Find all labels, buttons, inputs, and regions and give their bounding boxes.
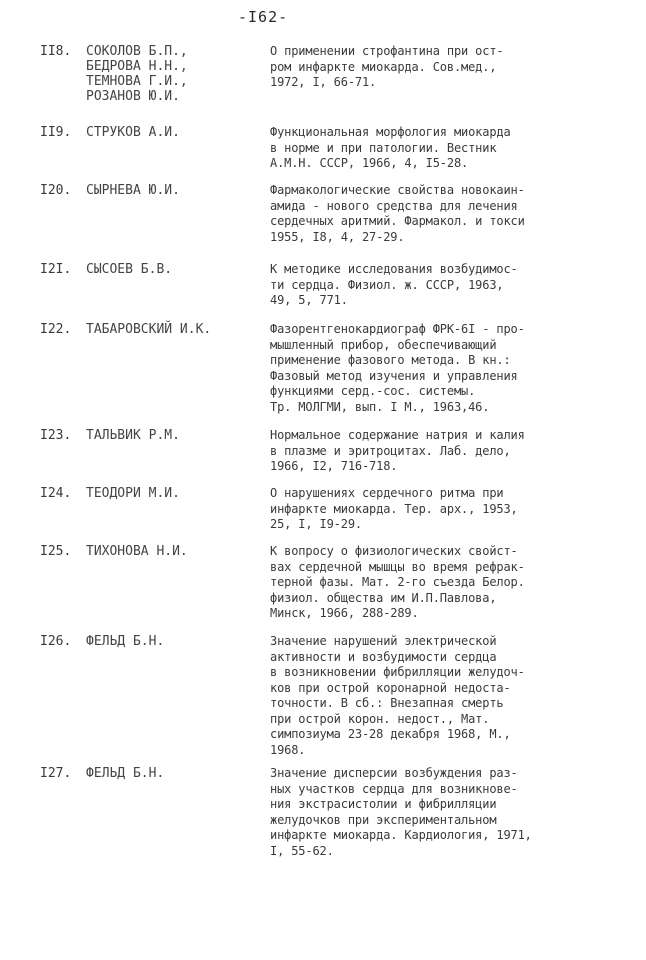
entry-citation [270, 322, 600, 415]
entry-citation [270, 125, 600, 172]
entry-authors [86, 44, 188, 104]
page-number: -I62- [238, 8, 289, 26]
citation-line: 49, 5, 771. [270, 293, 348, 307]
entry-citation [270, 486, 600, 533]
citation-line: Фазорентгенокардиограф ФРК-6I - про- [270, 322, 525, 336]
author-name: СОКОЛОВ Б.П., [86, 44, 188, 59]
citation-line: ния экстрасистолии и фибрилляции [270, 797, 497, 811]
citation-line: физиол. общества им И.П.Павлова, [270, 590, 497, 605]
citation-line: Минск, 1966, 288-289. [270, 606, 419, 620]
entry-number: II9. [40, 125, 72, 140]
entry-authors [86, 486, 180, 501]
citation-line: Значение нарушений электрической [270, 634, 497, 648]
author-name: БЕДРОВА Н.Н., [86, 59, 188, 74]
author-name: ФЕЛЬД Б.Н. [86, 766, 165, 781]
citation-line: 25, I, I9-29. [270, 517, 362, 531]
author-name: СТРУКОВ А.И. [86, 125, 180, 140]
entry-authors [86, 125, 180, 140]
citation-line: применение фазового метода. В кн.: [270, 353, 511, 367]
citation-line: точности. В сб.: Внезапная смерть [270, 696, 504, 710]
citation-line: Нормальное содержание натрия и калия [270, 428, 525, 442]
citation-line: ром инфаркте миокарда. Сов.мед., [270, 59, 497, 74]
entry-citation [270, 544, 600, 622]
citation-line: сердечных аритмий. Фармакол. и токси [270, 214, 525, 228]
entry-authors [86, 322, 211, 337]
citation-line: в норме и при патологии. Вестник [270, 140, 497, 155]
citation-line: при острой корон. недост., Мат. [270, 711, 490, 726]
author-name: СЫРНЕВА Ю.И. [86, 183, 180, 198]
citation-line: ти сердца. Физиол. ж. СССР, 1963, [270, 277, 504, 292]
entry-citation [270, 262, 600, 309]
entry-citation [270, 44, 600, 91]
citation-line: К методике исследования возбудимос- [270, 262, 518, 276]
entry-number: I27. [40, 766, 72, 781]
citation-line: 1955, I8, 4, 27-29. [270, 229, 405, 244]
citation-line: мышленный прибор, обеспечивающий [270, 337, 497, 352]
citation-line: в возникновении фибрилляции желудоч- [270, 665, 525, 679]
citation-line: в плазме и эритроцитах. Лаб. дело, [270, 443, 511, 458]
citation-line: 1972, I, 66-71. [270, 75, 377, 89]
entry-number: II8. [40, 44, 72, 59]
citation-line: ных участков сердца для возникнове- [270, 781, 518, 796]
entry-authors [86, 262, 172, 277]
entry-citation [270, 634, 600, 758]
entry-number: I24. [40, 486, 72, 501]
entry-citation [270, 428, 600, 475]
citation-line: желудочков при экспериментальном [270, 812, 497, 827]
author-name: ТАБАРОВСКИЙ И.К. [86, 322, 212, 337]
citation-line: О применении строфантина при ост- [270, 44, 504, 58]
author-name: СЫСОЕВ Б.В. [86, 262, 173, 277]
author-name: ТАЛЬВИК Р.М. [86, 428, 180, 443]
citation-line: амида - нового средства для лечения [270, 198, 518, 213]
entry-number: I20. [40, 183, 72, 198]
citation-line: терной фазы. Мат. 2-го съезда Белор. [270, 575, 525, 589]
entry-authors [86, 428, 180, 443]
citation-line: 1966, I2, 716-718. [270, 459, 398, 473]
citation-line: Фармакологические свойства новокаин- [270, 183, 525, 197]
citation-line: симпозиума 23-28 декабря 1968, М., [270, 727, 511, 741]
citation-line: Функциональная морфология миокарда [270, 125, 511, 139]
author-name: ТЕОДОРИ М.И. [86, 486, 180, 501]
entry-citation [270, 183, 600, 245]
citation-line: инфаркте миокарда. Кардиология, 1971, [270, 828, 532, 842]
author-name: ФЕЛЬД Б.Н. [86, 634, 165, 649]
citation-line: А.М.Н. СССР, 1966, 4, I5-28. [270, 156, 469, 170]
entry-authors [86, 634, 164, 649]
citation-line: функциями серд.-сос. системы. [270, 384, 476, 398]
citation-line: Значение дисперсии возбуждения раз- [270, 766, 518, 780]
citation-line: I, 55-62. [270, 843, 334, 858]
entry-authors [86, 544, 188, 559]
entry-citation [270, 766, 600, 859]
citation-line: Фазовый метод изучения и управления [270, 368, 518, 383]
author-name: ТЕМНОВА Г.И., [86, 74, 188, 89]
citation-line: вах сердечной мышцы во время рефрак- [270, 559, 525, 574]
citation-line: О нарушениях сердечного ритма при [270, 486, 504, 500]
entry-number: I22. [40, 322, 72, 337]
entry-number: I2I. [40, 262, 72, 277]
citation-line: К вопросу о физиологических свойст- [270, 544, 518, 558]
entry-number: I23. [40, 428, 72, 443]
entry-authors [86, 183, 180, 198]
citation-line: ков при острой коронарной недоста- [270, 680, 511, 695]
author-name: РОЗАНОВ Ю.И. [86, 89, 180, 104]
citation-line: Тр. МОЛГМИ, вып. I М., 1963,46. [270, 399, 490, 414]
entry-number: I25. [40, 544, 72, 559]
citation-line: 1968. [270, 742, 306, 757]
author-name: ТИХОНОВА Н.И. [86, 544, 188, 559]
citation-line: активности и возбудимости сердца [270, 649, 497, 664]
citation-line: инфаркте миокарда. Тер. арх., 1953, [270, 501, 518, 516]
entry-number: I26. [40, 634, 72, 649]
entry-authors [86, 766, 164, 781]
